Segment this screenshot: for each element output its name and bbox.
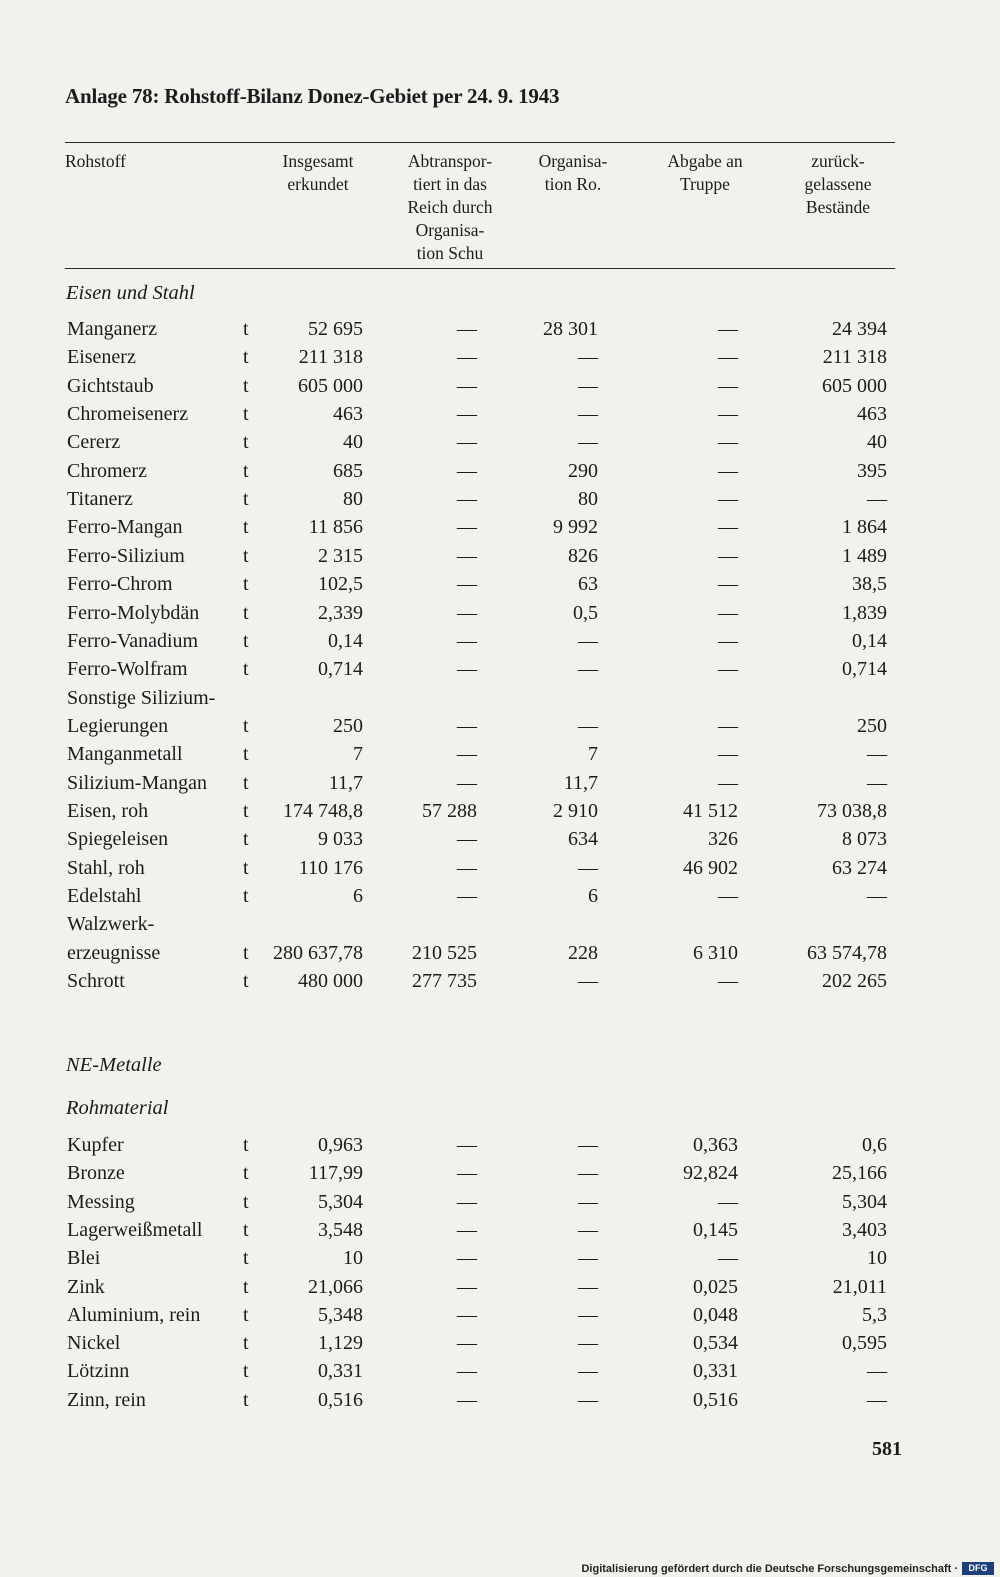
cell-v1: 280 637,78 <box>273 941 363 964</box>
table-row <box>0 400 1000 428</box>
cell-v1: 605 000 <box>298 374 363 397</box>
cell-v1: 250 <box>333 714 363 737</box>
cell-v3: 63 <box>578 573 598 596</box>
cell-name: Eisen, roh <box>67 799 149 822</box>
cell-name: Zink <box>67 1275 105 1298</box>
cell-v4: — <box>718 970 738 993</box>
cell-v2: — <box>457 629 477 652</box>
table-row <box>0 627 1000 655</box>
table-row <box>0 712 1000 740</box>
cell-name: Sonstige Silizium- <box>67 686 216 709</box>
cell-v3: — <box>578 1388 598 1411</box>
cell-v5: 0,714 <box>842 658 887 681</box>
cell-unit: t <box>243 1162 249 1185</box>
cell-v3: — <box>578 431 598 454</box>
cell-v4: — <box>718 1190 738 1213</box>
cell-v5: 202 265 <box>822 970 887 993</box>
cell-v3: 826 <box>568 544 598 567</box>
cell-v3: 7 <box>588 743 598 766</box>
table-row <box>0 740 1000 768</box>
cell-v1: 80 <box>343 488 363 511</box>
cell-v5: 63 574,78 <box>807 941 887 964</box>
table-top-rule <box>65 142 895 143</box>
cell-v3: — <box>578 714 598 737</box>
cell-v3: — <box>578 346 598 369</box>
cell-v1: 1,129 <box>318 1332 363 1355</box>
cell-name: Chromerz <box>67 459 147 482</box>
cell-v5: — <box>867 885 887 907</box>
cell-name: Gichtstaub <box>67 374 154 397</box>
cell-v5: 24 394 <box>832 318 887 340</box>
cell-v5: 0,595 <box>842 1332 887 1355</box>
cell-v3: — <box>578 1162 598 1185</box>
cell-v1: 0,331 <box>318 1360 363 1383</box>
cell-name: Kupfer <box>67 1134 124 1156</box>
cell-unit: t <box>243 1190 249 1213</box>
cell-v1: 10 <box>343 1247 363 1270</box>
cell-v3: — <box>578 1360 598 1383</box>
table-row <box>0 315 1000 343</box>
cell-v5: 40 <box>867 431 887 454</box>
cell-v2: — <box>457 1247 477 1270</box>
table-row <box>0 1273 1000 1301</box>
cell-v1: 5,304 <box>318 1190 363 1213</box>
table-row <box>0 1131 1000 1159</box>
cell-v5: 25,166 <box>832 1162 887 1185</box>
cell-v5: — <box>867 1360 887 1383</box>
cell-name: Lagerweißmetall <box>67 1218 203 1241</box>
cell-name: Manganmetall <box>67 743 183 766</box>
cell-v4: 0,145 <box>693 1218 738 1241</box>
cell-unit: t <box>243 799 249 822</box>
cell-v1: 3,548 <box>318 1218 363 1241</box>
cell-name: Ferro-Molybdän <box>67 601 200 624</box>
table-row <box>0 428 1000 456</box>
cell-v5: 8 073 <box>842 828 887 851</box>
table-row <box>0 457 1000 485</box>
cell-v2: — <box>457 346 477 369</box>
cell-v3: — <box>578 1275 598 1298</box>
cell-v2: — <box>457 1332 477 1355</box>
table-row <box>0 684 1000 712</box>
cell-name: Walzwerk- <box>67 913 155 936</box>
table-row <box>0 910 1000 938</box>
cell-unit: t <box>243 601 249 624</box>
cell-v2: — <box>457 544 477 567</box>
cell-v1: 211 318 <box>298 346 363 369</box>
cell-unit: t <box>243 346 249 369</box>
cell-v4: — <box>718 743 738 766</box>
cell-v4: — <box>718 629 738 652</box>
cell-v1: 174 748,8 <box>283 799 363 822</box>
cell-v1: 7 <box>353 743 363 766</box>
cell-v4: 326 <box>708 828 738 851</box>
cell-v3: — <box>578 1247 598 1270</box>
table-row <box>0 854 1000 882</box>
table-row <box>0 485 1000 513</box>
table-row <box>0 1216 1000 1244</box>
table-row <box>0 599 1000 627</box>
cell-v3: 634 <box>568 828 598 851</box>
cell-v1: 11,7 <box>328 771 363 794</box>
cell-unit: t <box>243 459 249 482</box>
cell-unit: t <box>243 374 249 397</box>
cell-name: Manganerz <box>67 318 157 340</box>
section-rohmaterial: Rohmaterial <box>66 1097 169 1119</box>
cell-v1: 0,14 <box>328 629 363 652</box>
cell-v2: — <box>457 403 477 426</box>
cell-v2: — <box>457 488 477 511</box>
cell-v1: 102,5 <box>318 573 363 596</box>
cell-unit: t <box>243 1134 249 1156</box>
cell-unit: t <box>243 885 249 907</box>
cell-unit: t <box>243 658 249 681</box>
cell-v2: — <box>457 885 477 907</box>
cell-v1: 6 <box>353 885 363 907</box>
cell-v2: — <box>457 658 477 681</box>
cell-v5: — <box>867 743 887 766</box>
table-row <box>0 797 1000 825</box>
cell-v5: 1 489 <box>842 544 887 567</box>
cell-unit: t <box>243 516 249 539</box>
cell-v4: — <box>718 346 738 369</box>
cell-name: Ferro-Silizium <box>67 544 185 567</box>
cell-v3: 6 <box>588 885 598 907</box>
table-row <box>0 1386 1000 1414</box>
cell-v5: 21,011 <box>832 1275 887 1298</box>
cell-v1: 117,99 <box>308 1162 363 1185</box>
cell-v2: — <box>457 743 477 766</box>
cell-v1: 480 000 <box>298 970 363 993</box>
cell-v3: — <box>578 1134 598 1156</box>
table-row <box>0 1357 1000 1385</box>
cell-v2: — <box>457 318 477 340</box>
table-row <box>0 1159 1000 1187</box>
cell-v4: 41 512 <box>683 799 738 822</box>
cell-v5: 250 <box>857 714 887 737</box>
cell-v2: — <box>457 828 477 851</box>
cell-name: Spiegeleisen <box>67 828 169 851</box>
cell-v4: — <box>718 459 738 482</box>
cell-v2: 57 288 <box>422 799 477 822</box>
cell-v1: 21,066 <box>308 1275 363 1298</box>
cell-v1: 11 856 <box>308 516 363 539</box>
cell-unit: t <box>243 1360 249 1383</box>
table-row <box>0 939 1000 967</box>
cell-v4: — <box>718 403 738 426</box>
cell-v5: 5,3 <box>862 1303 887 1326</box>
cell-v4: 0,331 <box>693 1360 738 1383</box>
cell-unit: t <box>243 318 249 340</box>
cell-v4: 0,363 <box>693 1134 738 1156</box>
cell-unit: t <box>243 403 249 426</box>
cell-v1: 0,963 <box>318 1134 363 1156</box>
cell-v5: — <box>867 771 887 794</box>
cell-name: Chromeisenerz <box>67 403 189 426</box>
cell-unit: t <box>243 488 249 511</box>
cell-v2: 210 525 <box>412 941 477 964</box>
cell-name: Aluminium, rein <box>67 1303 201 1326</box>
cell-unit: t <box>243 1388 249 1411</box>
cell-v3: — <box>578 374 598 397</box>
cell-unit: t <box>243 1332 249 1355</box>
cell-v3: 0,5 <box>573 601 598 624</box>
cell-v5: — <box>867 1388 887 1411</box>
table-row <box>0 769 1000 797</box>
cell-v3: 290 <box>568 459 598 482</box>
cell-v4: — <box>718 885 738 907</box>
cell-v3: — <box>578 403 598 426</box>
cell-unit: t <box>243 970 249 993</box>
header-organisation-ro: Organisa- tion Ro. <box>538 151 608 194</box>
cell-name: erzeugnisse <box>67 941 161 964</box>
table-row <box>0 513 1000 541</box>
cell-v5: 1,839 <box>842 601 887 624</box>
cell-v2: — <box>457 1360 477 1383</box>
cell-v4: — <box>718 573 738 596</box>
table-row <box>0 1329 1000 1357</box>
cell-v2: — <box>457 771 477 794</box>
cell-v2: — <box>457 714 477 737</box>
cell-v5: 0,6 <box>862 1134 887 1156</box>
cell-v5: 63 274 <box>832 856 887 879</box>
cell-v2: — <box>457 1218 477 1241</box>
cell-v1: 0,516 <box>318 1388 363 1411</box>
cell-name: Cererz <box>67 431 121 454</box>
section-ne-metalle: NE-Metalle <box>66 1054 162 1076</box>
cell-name: Ferro-Chrom <box>67 573 173 596</box>
cell-v2: — <box>457 459 477 482</box>
cell-name: Schrott <box>67 970 125 993</box>
table-row <box>0 542 1000 570</box>
cell-v3: — <box>578 629 598 652</box>
table-row <box>0 1244 1000 1272</box>
cell-unit: t <box>243 573 249 596</box>
cell-v4: — <box>718 488 738 511</box>
cell-unit: t <box>243 629 249 652</box>
cell-name: Edelstahl <box>67 885 142 907</box>
table-row <box>0 967 1000 995</box>
cell-unit: t <box>243 771 249 794</box>
cell-v4: — <box>718 431 738 454</box>
cell-name: Stahl, roh <box>67 856 145 879</box>
cell-v5: 10 <box>867 1247 887 1270</box>
cell-v5: 3,403 <box>842 1218 887 1241</box>
cell-v3: — <box>578 1218 598 1241</box>
dfg-logo: DFG <box>962 1562 994 1575</box>
cell-v3: 228 <box>568 941 598 964</box>
cell-v5: 0,14 <box>852 629 887 652</box>
cell-v4: — <box>718 318 738 340</box>
cell-v1: 9 033 <box>318 828 363 851</box>
cell-name: Lötzinn <box>67 1360 130 1383</box>
cell-v1: 0,714 <box>318 658 363 681</box>
cell-v2: — <box>457 1388 477 1411</box>
cell-unit: t <box>243 1303 249 1326</box>
cell-v3: — <box>578 1332 598 1355</box>
cell-unit: t <box>243 941 249 964</box>
cell-name: Blei <box>67 1247 101 1270</box>
cell-name: Titanerz <box>67 488 133 511</box>
cell-v3: 28 301 <box>543 318 598 340</box>
cell-v2: — <box>457 1162 477 1185</box>
cell-name: Silizium-Mangan <box>67 771 207 794</box>
cell-v2: — <box>457 573 477 596</box>
cell-v4: 6 310 <box>693 941 738 964</box>
table-row <box>0 655 1000 683</box>
cell-v1: 463 <box>333 403 363 426</box>
cell-name: Eisenerz <box>67 346 136 369</box>
cell-name: Nickel <box>67 1332 121 1355</box>
cell-v4: — <box>718 374 738 397</box>
cell-v3: 2 910 <box>553 799 598 822</box>
table-row <box>0 882 1000 910</box>
cell-v2: — <box>457 601 477 624</box>
cell-v5: 463 <box>857 403 887 426</box>
cell-v3: — <box>578 1303 598 1326</box>
cell-v2: — <box>457 431 477 454</box>
cell-v4: 0,048 <box>693 1303 738 1326</box>
cell-name: Zinn, rein <box>67 1388 146 1411</box>
cell-v2: — <box>457 1190 477 1213</box>
cell-v4: 46 902 <box>683 856 738 879</box>
cell-v2: — <box>457 1303 477 1326</box>
cell-v4: 0,025 <box>693 1275 738 1298</box>
cell-v5: 5,304 <box>842 1190 887 1213</box>
footer-credit: Digitalisierung gefördert durch die Deutsche Forschungsgemeinschaft · <box>581 1563 958 1575</box>
cell-v4: — <box>718 601 738 624</box>
cell-v4: 92,824 <box>683 1162 738 1185</box>
table-row <box>0 825 1000 853</box>
cell-unit: t <box>243 743 249 766</box>
cell-v2: — <box>457 516 477 539</box>
cell-unit: t <box>243 1275 249 1298</box>
cell-v2: — <box>457 856 477 879</box>
cell-v3: 11,7 <box>563 771 598 794</box>
cell-unit: t <box>243 544 249 567</box>
cell-v1: 52 695 <box>308 318 363 340</box>
cell-unit: t <box>243 828 249 851</box>
cell-name: Ferro-Mangan <box>67 516 183 539</box>
cell-unit: t <box>243 1218 249 1241</box>
table-row <box>0 343 1000 371</box>
cell-v1: 40 <box>343 431 363 454</box>
cell-v5: 38,5 <box>852 573 887 596</box>
table-row <box>0 1188 1000 1216</box>
cell-name: Messing <box>67 1190 135 1213</box>
cell-name: Ferro-Vanadium <box>67 629 199 652</box>
cell-v1: 5,348 <box>318 1303 363 1326</box>
table-row <box>0 570 1000 598</box>
cell-v1: 2,339 <box>318 601 363 624</box>
cell-v5: 1 864 <box>842 516 887 539</box>
table-row <box>0 1301 1000 1329</box>
page-title: Anlage 78: Rohstoff-Bilanz Donez-Gebiet per 24. 9. 1943 <box>65 84 560 108</box>
cell-v1: 2 315 <box>318 544 363 567</box>
section-eisen-stahl: Eisen und Stahl <box>66 282 195 304</box>
cell-name: Bronze <box>67 1162 125 1185</box>
cell-v2: — <box>457 1134 477 1156</box>
cell-v5: — <box>867 488 887 511</box>
cell-v5: 211 318 <box>822 346 887 369</box>
cell-v3: — <box>578 856 598 879</box>
cell-unit: t <box>243 1247 249 1270</box>
cell-v3: 80 <box>578 488 598 511</box>
header-insgesamt: Insgesamt erkundet <box>282 151 354 194</box>
page-number: 581 <box>872 1438 902 1460</box>
cell-v5: 73 038,8 <box>817 799 887 822</box>
cell-v3: 9 992 <box>553 516 598 539</box>
cell-v5: 605 000 <box>822 374 887 397</box>
cell-unit: t <box>243 856 249 879</box>
cell-v2: 277 735 <box>412 970 477 993</box>
table-row <box>0 372 1000 400</box>
cell-v4: — <box>718 771 738 794</box>
cell-unit: t <box>243 714 249 737</box>
cell-v4: — <box>718 516 738 539</box>
header-abtransport: Abtranspor- tiert in das Reich durch Organisa- tion Schu <box>407 151 493 263</box>
cell-v4: — <box>718 714 738 737</box>
cell-v4: — <box>718 544 738 567</box>
cell-v2: — <box>457 1275 477 1298</box>
cell-name: Legierungen <box>67 714 169 737</box>
cell-v1: 685 <box>333 459 363 482</box>
cell-name: Ferro-Wolfram <box>67 658 188 681</box>
cell-v3: — <box>578 970 598 993</box>
header-zurueckgelassene: zurück- gelassene Bestände <box>804 151 872 217</box>
cell-v4: 0,516 <box>693 1388 738 1411</box>
cell-v2: — <box>457 374 477 397</box>
header-rohstoff: Rohstoff <box>65 151 126 171</box>
table-header-rule <box>65 268 895 269</box>
cell-v4: 0,534 <box>693 1332 738 1355</box>
cell-unit: t <box>243 431 249 454</box>
header-abgabe-truppe: Abgabe an Truppe <box>667 151 743 194</box>
cell-v1: 110 176 <box>298 856 363 879</box>
cell-v5: 395 <box>857 459 887 482</box>
cell-v3: — <box>578 658 598 681</box>
cell-v4: — <box>718 658 738 681</box>
cell-v4: — <box>718 1247 738 1270</box>
cell-v3: — <box>578 1190 598 1213</box>
